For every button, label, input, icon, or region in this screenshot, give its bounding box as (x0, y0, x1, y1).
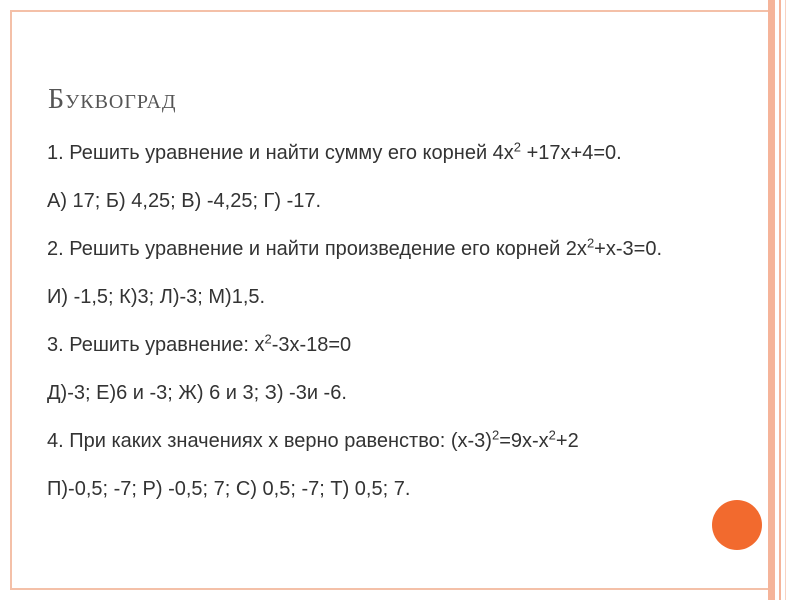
answers-1: А) 17; Б) 4,25; В) -4,25; Г) -17. (47, 190, 322, 212)
slide-title: Буквоград (48, 84, 177, 115)
question-1: 1. Решить уравнение и найти сумму его корней $4x^2 +17x+4=0$. (47, 139, 622, 164)
answers-4: П)-0,5; -7; Р) -0,5; 7; С) 0,5; -7; Т) 0,5; 7. (47, 478, 411, 500)
frame-left-line (10, 10, 12, 590)
question-2: 2. Решить уравнение и найти произведение его корней $2x^2+x-3=0$. (47, 235, 662, 260)
decorative-circle (712, 500, 762, 550)
frame-bottom-line (10, 588, 770, 590)
question-3: 3. Решить уравнение: $x^2-3x-18=0$ (47, 331, 352, 356)
frame-right-thin-bar (779, 0, 781, 600)
frame-right-faint-bar (785, 0, 786, 600)
frame-right-bar (768, 0, 775, 600)
question-4: 4. При каких значениях x верно равенство: $(x-3)^2=9x-x^2+2$ (47, 427, 579, 452)
answers-2: И) -1,5; К)3; Л)-3; М)1,5. (47, 286, 266, 308)
answers-3: Д)-3; Е)6 и -3; Ж) 6 и 3; З) -3и -6. (47, 382, 347, 404)
frame-top-line (10, 10, 770, 12)
